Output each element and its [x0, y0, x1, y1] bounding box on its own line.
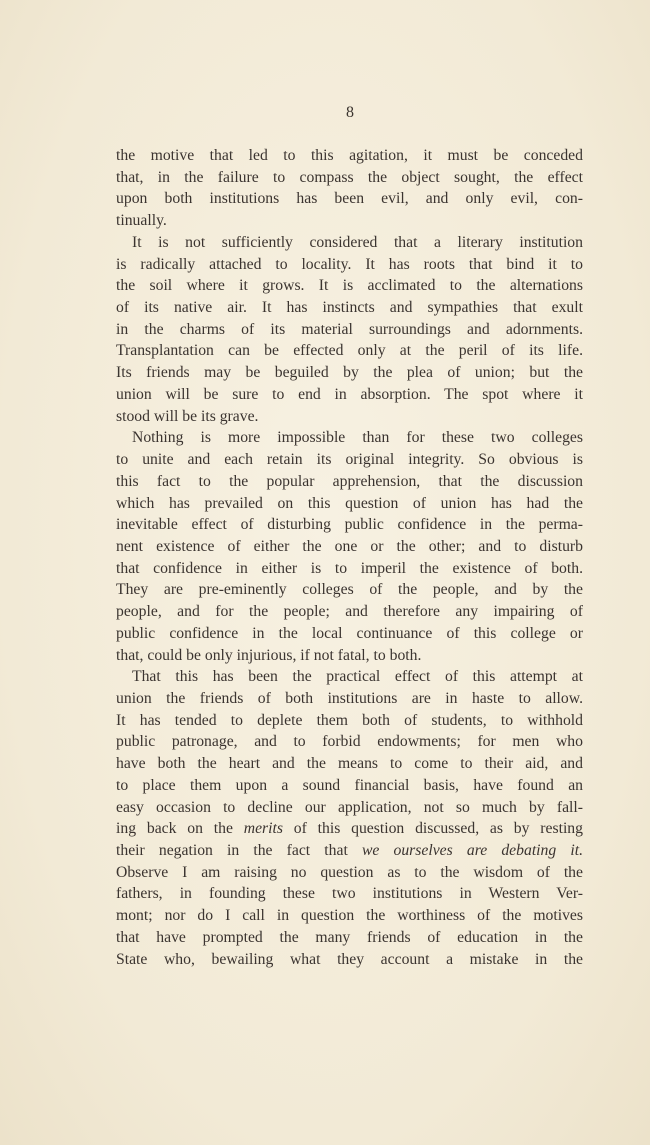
text-line: union will be sure to end in absorption. The spot where it	[116, 385, 583, 403]
text-line: have both the heart and the means to come to their aid, and	[116, 755, 583, 773]
paragraph-start-line: It is not sufficiently considered that a literary institution	[132, 233, 583, 251]
text-line: that, could be only injurious, if not fatal, to both.	[116, 646, 422, 664]
paragraph-start-line: That this has been the practical effect of this attempt at	[132, 668, 583, 686]
text-line: mont; nor do I call in question the worthiness of the motives	[116, 907, 583, 925]
text-line: people, and for the people; and therefore any impairing of	[116, 603, 583, 621]
text-line: union the friends of both institutions are in haste to allow.	[116, 689, 583, 707]
page-number: 8	[346, 104, 354, 121]
text-line: the motive that led to this agitation, it must be conceded	[116, 147, 583, 164]
text-line: Observe I am raising no question as to the wisdom of the	[116, 863, 583, 881]
line-text-post: of this question discussed, as by resting	[282, 820, 583, 838]
text-line: Transplantation can be effected only at the peril of its life.	[116, 342, 583, 360]
text-line: nent existence of either the one or the other; and to disturb	[116, 537, 583, 555]
text-line: upon both institutions has been evil, and only evil, con-	[116, 190, 583, 208]
text-line: public patronage, and to forbid endowments; for men who	[116, 733, 583, 751]
text-line: They are pre-eminently colleges of the people, and by the	[116, 581, 583, 599]
emphasis-text: merits	[243, 820, 283, 838]
text-line-with-emphasis	[116, 818, 583, 840]
text-line: this fact to the popular apprehension, that the discussion	[116, 472, 583, 490]
text-line: which has prevailed on this question of union has had the	[116, 494, 583, 512]
text-line: inevitable effect of disturbing public confidence in the perma-	[116, 516, 583, 534]
emphasis-text: we ourselves are debating it.	[361, 842, 583, 859]
paragraph-start-line: Nothing is more impossible than for these two colleges	[132, 429, 583, 447]
text-line: to place them upon a sound financial basis, have found an	[116, 776, 583, 794]
text-line: Its friends may be beguiled by the plea of union; but the	[116, 364, 583, 382]
text-line: State who, bewailing what they account a mistake in the	[116, 950, 583, 968]
line-text-pre: their negation in the fact that	[116, 842, 362, 859]
text-line: fathers, in founding these two institutions in Western Ver-	[116, 885, 583, 903]
text-line: public confidence in the local continuance of this college or	[116, 624, 583, 642]
text-line: tinually.	[116, 212, 167, 230]
text-line: the soil where it grows. It is acclimated to the alternations	[116, 277, 583, 295]
text-line: to unite and each retain its original integrity. So obvious is	[116, 451, 583, 469]
text-line: of its native air. It has instincts and sympathies that exult	[116, 299, 583, 317]
text-line: that confidence in either is to imperil the existence of both.	[116, 559, 583, 577]
text-line-with-emphasis	[116, 840, 583, 862]
text-line: that, in the failure to compass the object sought, the effect	[116, 168, 583, 186]
text-line: is radically attached to locality. It has roots that bind it to	[116, 255, 583, 273]
text-line: stood will be its grave.	[116, 407, 259, 425]
text-line: in the charms of its material surroundings and adornments.	[116, 320, 583, 338]
line-text-pre: ing back on the	[116, 820, 244, 838]
text-line: easy occasion to decline our application, not so much by fall-	[116, 798, 583, 816]
body-text	[116, 145, 583, 970]
text-line: It has tended to deplete them both of students, to withhold	[116, 711, 583, 729]
text-line: that have prompted the many friends of education in the	[116, 928, 583, 946]
